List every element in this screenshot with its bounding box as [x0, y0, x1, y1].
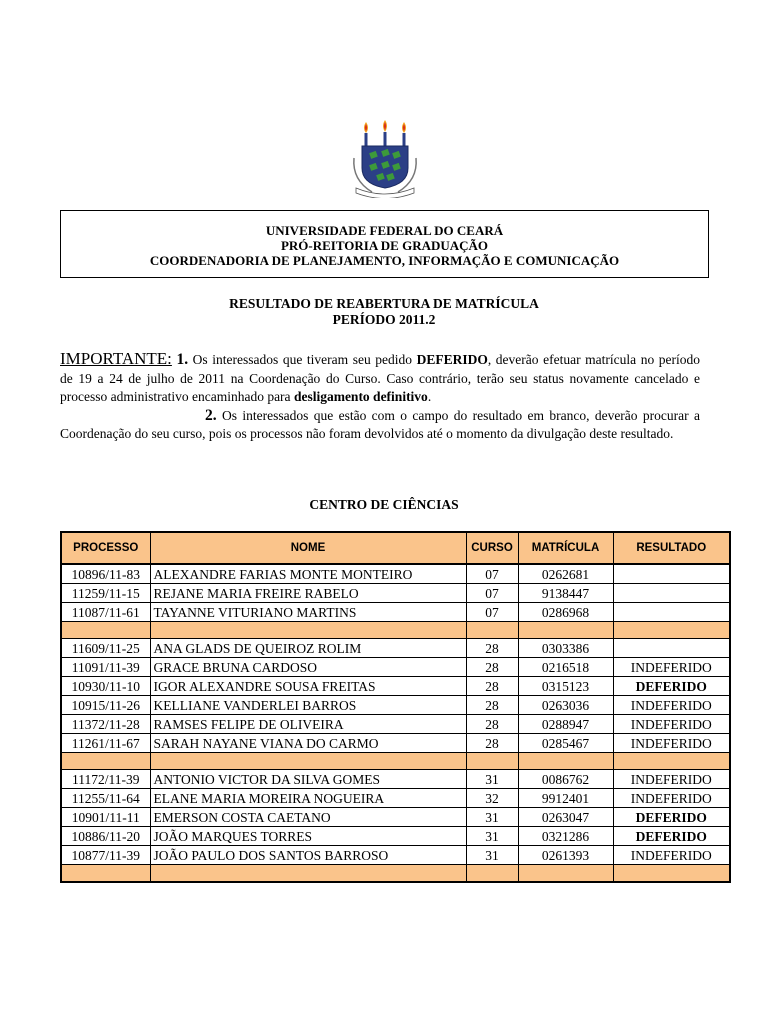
item1-text-end: . — [427, 389, 432, 404]
cell-matricula: 0261393 — [518, 846, 613, 865]
cell-resultado: INDEFERIDO — [613, 770, 730, 789]
cell-processo: 10877/11-39 — [61, 846, 150, 865]
cell-resultado: INDEFERIDO — [613, 696, 730, 715]
group-separator-row — [61, 622, 730, 639]
cell-processo: 10930/11-10 — [61, 677, 150, 696]
cell-resultado: INDEFERIDO — [613, 715, 730, 734]
cell-resultado — [613, 603, 730, 622]
separator-cell — [518, 622, 613, 639]
cell-curso: 07 — [466, 603, 518, 622]
table-row — [61, 734, 730, 753]
table-row — [61, 789, 730, 808]
section-title: CENTRO DE CIÊNCIAS — [309, 497, 459, 512]
cell-matricula: 0262681 — [518, 564, 613, 584]
cell-resultado: DEFERIDO — [613, 677, 730, 696]
cell-nome: KELLIANE VANDERLEI BARROS — [150, 696, 466, 715]
table-row — [61, 808, 730, 827]
table-row — [61, 696, 730, 715]
cell-processo: 10915/11-26 — [61, 696, 150, 715]
cell-matricula: 0086762 — [518, 770, 613, 789]
cell-curso: 31 — [466, 770, 518, 789]
coordination-name: COORDENADORIA DE PLANEJAMENTO, INFORMAÇÃO E COMUNICAÇÃO — [149, 253, 620, 268]
cell-nome: ANA GLADS DE QUEIROZ ROLIM — [150, 639, 466, 658]
item1-text-start: Os interessados que tiveram seu pedido — [188, 352, 417, 367]
table-row — [61, 603, 730, 622]
separator-cell — [61, 622, 150, 639]
col-matricula: MATRÍCULA — [518, 532, 613, 564]
cell-curso: 31 — [466, 846, 518, 865]
item2-number: 2. — [205, 406, 217, 424]
results-table — [60, 531, 731, 883]
cell-nome: IGOR ALEXANDRE SOUSA FREITAS — [150, 677, 466, 696]
cell-nome: REJANE MARIA FREIRE RABELO — [150, 584, 466, 603]
cell-curso: 28 — [466, 658, 518, 677]
cell-curso: 28 — [466, 677, 518, 696]
table-row — [61, 677, 730, 696]
cell-nome: JOÃO MARQUES TORRES — [150, 827, 466, 846]
separator-cell — [466, 622, 518, 639]
cell-curso: 28 — [466, 639, 518, 658]
cell-nome: EMERSON COSTA CAETANO — [150, 808, 466, 827]
table-header-row — [61, 532, 730, 564]
cell-processo: 11087/11-61 — [61, 603, 150, 622]
group-separator-row — [61, 865, 730, 883]
table-row — [61, 770, 730, 789]
item1-deferido: DEFERIDO — [416, 352, 488, 367]
cell-curso: 28 — [466, 696, 518, 715]
cell-nome: ALEXANDRE FARIAS MONTE MONTEIRO — [150, 564, 466, 584]
cell-processo: 11172/11-39 — [61, 770, 150, 789]
important-notice — [60, 350, 700, 444]
cell-matricula: 0303386 — [518, 639, 613, 658]
table-row — [61, 715, 730, 734]
cell-nome: TAYANNE VITURIANO MARTINS — [150, 603, 466, 622]
separator-cell — [61, 865, 150, 883]
cell-processo: 11255/11-64 — [61, 789, 150, 808]
col-nome: NOME — [150, 532, 466, 564]
separator-cell — [613, 622, 730, 639]
institution-header — [60, 210, 709, 278]
cell-curso: 31 — [466, 808, 518, 827]
table-row — [61, 584, 730, 603]
col-resultado: RESULTADO — [613, 532, 730, 564]
cell-resultado: DEFERIDO — [613, 808, 730, 827]
group-separator-row — [61, 753, 730, 770]
table-row — [61, 564, 730, 584]
cell-nome: JOÃO PAULO DOS SANTOS BARROSO — [150, 846, 466, 865]
cell-resultado: INDEFERIDO — [613, 846, 730, 865]
important-label: IMPORTANTE: — [60, 349, 172, 368]
cell-nome: RAMSES FELIPE DE OLIVEIRA — [150, 715, 466, 734]
cell-matricula: 0285467 — [518, 734, 613, 753]
cell-processo: 10886/11-20 — [61, 827, 150, 846]
cell-matricula: 0315123 — [518, 677, 613, 696]
col-processo: PROCESSO — [61, 532, 150, 564]
results-body — [61, 564, 730, 882]
period-title: PERÍODO 2011.2 — [332, 312, 436, 327]
cell-processo: 11259/11-15 — [61, 584, 150, 603]
separator-cell — [61, 753, 150, 770]
cell-nome: GRACE BRUNA CARDOSO — [150, 658, 466, 677]
cell-processo: 11261/11-67 — [61, 734, 150, 753]
cell-resultado — [613, 639, 730, 658]
document-title: RESULTADO DE REABERTURA DE MATRÍCULA — [229, 296, 539, 311]
item1-number: 1. — [176, 351, 189, 368]
cell-matricula: 0321286 — [518, 827, 613, 846]
cell-processo: 11372/11-28 — [61, 715, 150, 734]
separator-cell — [613, 753, 730, 770]
cell-nome: SARAH NAYANE VIANA DO CARMO — [150, 734, 466, 753]
item1-desligamento: desligamento definitivo — [293, 389, 428, 404]
cell-curso: 07 — [466, 584, 518, 603]
cell-resultado: INDEFERIDO — [613, 734, 730, 753]
col-curso: CURSO — [466, 532, 518, 564]
cell-matricula: 0263036 — [518, 696, 613, 715]
university-seal-icon — [344, 118, 426, 198]
cell-curso: 28 — [466, 734, 518, 753]
cell-curso: 07 — [466, 564, 518, 584]
cell-resultado: INDEFERIDO — [613, 789, 730, 808]
cell-resultado — [613, 584, 730, 603]
cell-curso: 28 — [466, 715, 518, 734]
cell-processo: 10896/11-83 — [61, 564, 150, 584]
item1-text-mid: , deverão efetuar matrícula no período de 19 a 24 de julho de 2011 na Coordenação do Curso. Caso contrário, terão seu status novamente cancelado e processo administrativo encaminhado para — [60, 352, 701, 404]
cell-processo: 11091/11-39 — [61, 658, 150, 677]
cell-matricula: 0263047 — [518, 808, 613, 827]
cell-matricula: 9138447 — [518, 584, 613, 603]
cell-nome: ANTONIO VICTOR DA SILVA GOMES — [150, 770, 466, 789]
pro-rectorate-name: PRÓ-REITORIA DE GRADUAÇÃO — [280, 238, 489, 253]
cell-resultado — [613, 564, 730, 584]
item2-text: Os interessados que estão com o campo do resultado em branco, deverão procurar a Coordenação do seu curso, pois os processos não foram devolvidos até o momento da divulgação deste resultado. — [60, 407, 700, 441]
table-row — [61, 658, 730, 677]
cell-matricula: 9912401 — [518, 789, 613, 808]
table-row — [61, 639, 730, 658]
university-name: UNIVERSIDADE FEDERAL DO CEARÁ — [265, 223, 504, 238]
cell-matricula: 0286968 — [518, 603, 613, 622]
separator-cell — [150, 865, 466, 883]
cell-matricula: 0288947 — [518, 715, 613, 734]
cell-matricula: 0216518 — [518, 658, 613, 677]
cell-resultado: INDEFERIDO — [613, 658, 730, 677]
cell-resultado: DEFERIDO — [613, 827, 730, 846]
cell-processo: 10901/11-11 — [61, 808, 150, 827]
separator-cell — [466, 865, 518, 883]
cell-processo: 11609/11-25 — [61, 639, 150, 658]
cell-curso: 32 — [466, 789, 518, 808]
separator-cell — [466, 753, 518, 770]
separator-cell — [613, 865, 730, 883]
table-row — [61, 846, 730, 865]
table-row — [61, 827, 730, 846]
separator-cell — [518, 865, 613, 883]
cell-nome: ELANE MARIA MOREIRA NOGUEIRA — [150, 789, 466, 808]
separator-cell — [518, 753, 613, 770]
separator-cell — [150, 753, 466, 770]
cell-curso: 31 — [466, 827, 518, 846]
separator-cell — [150, 622, 466, 639]
